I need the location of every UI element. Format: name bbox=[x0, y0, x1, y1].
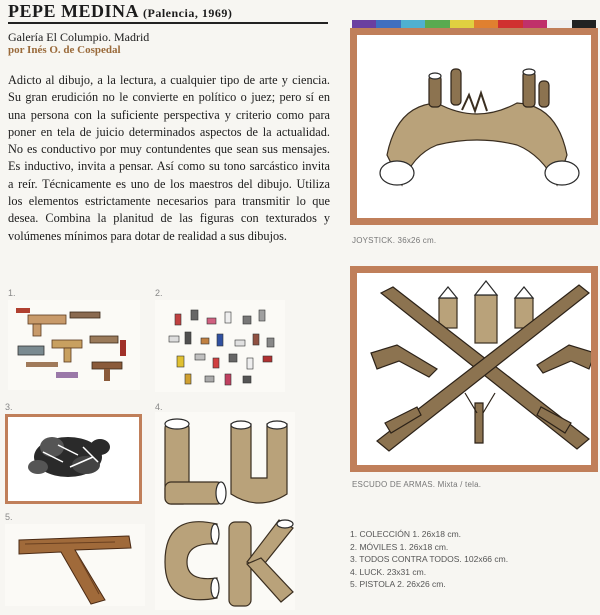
branch-pistol-drawing bbox=[5, 524, 145, 606]
escudo-artwork bbox=[350, 266, 598, 472]
caption-item-2: 2. MÓVILES 1. 26x18 cm. bbox=[350, 541, 449, 552]
joystick-artwork bbox=[350, 28, 598, 225]
thumbnail-todos-contra-todos bbox=[5, 414, 142, 504]
thumbnail-luck bbox=[155, 412, 295, 610]
artist-heading bbox=[8, 1, 232, 22]
artist-origin: (Palencia, 1969) bbox=[143, 6, 233, 20]
thumbnail-moviles bbox=[155, 300, 285, 392]
color-calibration-bar bbox=[352, 20, 596, 28]
thumbnail-pistola bbox=[5, 524, 145, 606]
escudo-drawing bbox=[357, 273, 591, 465]
joystick-drawing bbox=[357, 35, 591, 218]
article-body: Adicto al dibujo, a la lectura, a cualquier tipo de arte y ciencia. Su gran erudición no le convierte en político o juez; pero sí en una persona con la suficiente perspectiva y criterio como para poner en tela de juicio determinados aspectos de la actualidad. No es conductivo por muy contundentes que sean sus mensajes. Es inductivo, invita a pensar. Así como su tono sarcástico invita a reír. Técnicamente es uno de los maestros del dibujo. Utiliza los elementos estrictamente necesarios para transmitir lo que desea. Combina la planitud de las figuras con texturados y volúmenes mínimos para dotar de realidad a sus dibujos. bbox=[8, 73, 330, 243]
thumb-number-2: 2. bbox=[155, 288, 163, 298]
caption-item-3: 3. TODOS CONTRA TODOS. 102x66 cm. bbox=[350, 554, 509, 565]
thumb-number-4: 4. bbox=[155, 402, 163, 412]
toy-guns-drawing bbox=[8, 300, 140, 390]
escudo-caption: ESCUDO DE ARMAS. Mixta / tela. bbox=[352, 480, 482, 489]
phones-drawing bbox=[155, 300, 285, 392]
thumb-number-1: 1. bbox=[8, 288, 16, 298]
caption-item-4: 4. LUCK. 23x31 cm. bbox=[350, 566, 427, 577]
caption-item-1: 1. COLECCIÓN 1. 26x18 cm. bbox=[350, 529, 462, 539]
thumb-number-3: 3. bbox=[5, 402, 13, 412]
luck-wood-letters bbox=[155, 412, 295, 610]
artist-name: PEPE MEDINA bbox=[8, 1, 139, 21]
thumb-number-5: 5. bbox=[5, 512, 13, 522]
gallery-line: Galería El Columpio. Madrid bbox=[8, 30, 150, 44]
crowd-drawing bbox=[8, 417, 139, 501]
header-rule bbox=[8, 22, 328, 24]
caption-list bbox=[350, 528, 508, 591]
joystick-caption: JOYSTICK. 36x26 cm. bbox=[352, 236, 437, 245]
byline: por Inés O. de Cospedal bbox=[8, 44, 121, 56]
caption-item-5: 5. PISTOLA 2. 26x26 cm. bbox=[350, 579, 446, 590]
thumbnail-coleccion bbox=[8, 300, 140, 390]
